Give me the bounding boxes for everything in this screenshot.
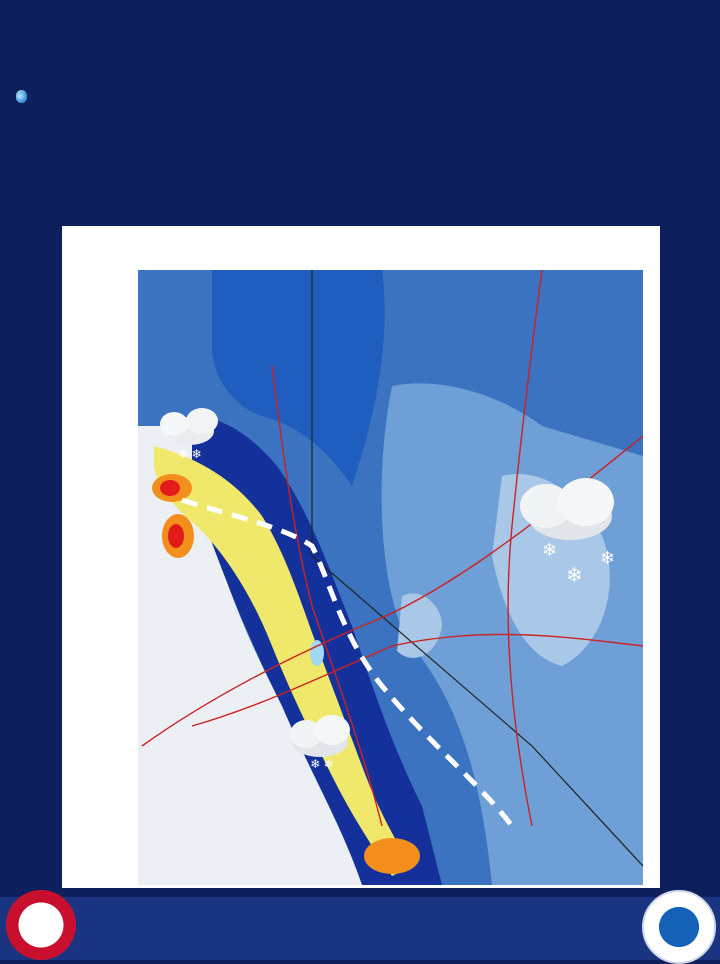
key-points-list	[14, 86, 714, 88]
noaa-logo	[642, 890, 716, 964]
svg-text:❄: ❄	[566, 565, 583, 587]
snow-20-24-area	[168, 524, 184, 548]
footer-bar	[0, 897, 720, 960]
nws-logo	[6, 890, 76, 960]
map-svg	[62, 226, 660, 888]
svg-text:❄ ❄: ❄ ❄	[310, 757, 334, 771]
snow-12-15-area	[364, 838, 420, 874]
snow-20-24-area	[160, 480, 180, 496]
svg-text:❄: ❄	[600, 548, 616, 568]
map-title-area	[62, 226, 660, 270]
snow-potential-map	[62, 226, 660, 888]
bullet-icon	[16, 92, 27, 103]
svg-text:❄: ❄	[542, 540, 558, 560]
svg-text:❄ ❄: ❄ ❄	[178, 447, 202, 461]
